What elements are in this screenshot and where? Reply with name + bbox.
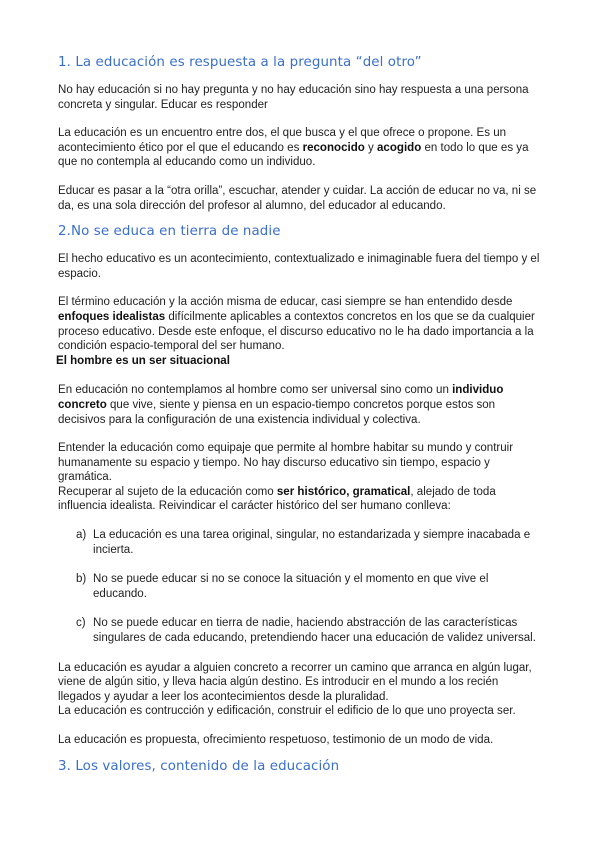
list-marker: a): [76, 529, 87, 542]
list-item-text: No se puede educar si no se conoce la situación y el momento en que vive el educando.: [93, 573, 489, 600]
text-run: y: [364, 141, 378, 154]
section-2-paragraph-1: El hecho educativo es un acontecimiento, contextualizado e inimaginable fuera del tiempo y el espacio.: [58, 253, 540, 280]
subheading-text: El hombre es un ser situacional: [56, 354, 230, 367]
section-2-paragraph-8: La educación es propuesta, ofrecimiento respetuoso, testimonio de un modo de vida.: [58, 734, 494, 746]
bold-term-individuo-concreto: individuo concreto: [58, 384, 504, 411]
list-item: [58, 616, 542, 645]
text-run: difícilmente aplicables a contextos concretos en los que se da cualquier proceso educativo. Desde este enfoque, el discurso educativo no le ha dado importancia a la condición espacio-temporal del ser humano.: [58, 310, 535, 353]
list-item-text: La educación es una tarea original, singular, no estandarizada y siempre inacabada e incierta.: [93, 529, 531, 556]
section-2-heading: 2.No se educa en tierra de nadie: [58, 224, 281, 240]
section-2-paragraph-5: [58, 485, 542, 514]
section-2-paragraph-4: Entender la educación como equipaje que permite al hombre habitar su mundo y contruir humanamente su espacio y tiempo. No hay discurso educativo sin tiempo, espacio y gramática.: [58, 442, 514, 484]
text-run: En educación no contemplamos al hombre como ser universal sino como un: [58, 384, 453, 397]
text-run: en todo lo que es ya que no contempla al educando como un individuo.: [58, 141, 529, 169]
text-run: Recuperar al sujeto de la educación como: [58, 485, 277, 498]
section-1-paragraph-2: [58, 126, 542, 170]
text-run: , alejado de toda influencia idealista. Reivindicar el carácter histórico del ser humano conlleva:: [58, 485, 496, 513]
consequences-list: [58, 528, 542, 646]
text-run: que vive, siente y piensa en un espacio-tiempo concretos porque estos son decisivos para la configuración de una existencia individual y colectiva.: [58, 398, 496, 426]
section-1-paragraph-3: Educar es pasar a la “otra orilla”, escuchar, atender y cuidar. La acción de educar no va, ni se da, es una sola dirección del profesor al alumno, del educador al educando.: [58, 184, 537, 212]
list-marker: c): [76, 617, 86, 630]
section-1-heading: 1. La educación es respuesta a la pregunta “del otro”: [58, 55, 422, 70]
section-2-paragraph-3: [58, 383, 542, 427]
section-2-paragraph-2: [58, 295, 542, 353]
bold-term-ser-historico: ser histórico, gramatical: [276, 485, 411, 498]
list-item-text: No se puede educar en tierra de nadie, haciendo abstracción de las características singulares de cada educando, pretendiendo hacer una educación de validez universal.: [93, 617, 536, 645]
list-marker: b): [76, 573, 87, 586]
bold-term-reconocido: reconocido: [302, 141, 365, 154]
bold-term-acogido: acogido: [377, 141, 422, 154]
text-run: La educación es un encuentro entre dos, el que busca y el que ofrece o propone. Es un acontecimiento ético por el que el educando es: [58, 127, 507, 154]
section-3-heading: 3. Los valores, contenido de la educación: [58, 758, 340, 774]
list-item: [58, 572, 542, 601]
text-run: El término educación y la acción misma de educar, casi siempre se han entendido desde: [58, 296, 513, 309]
section-2-paragraph-6: La educación es ayudar a alguien concreto a recorrer un camino que arranca en algún lugar, viene de algún sitio, y lleva hacia algún destino. Es introducir en el mundo a los recién llegados y ayudar a leer los acontecimientos desde la pluralidad.: [58, 661, 532, 703]
section-2-paragraph-7: La educación es contrucción y edificación, construir el edificio de lo que uno proyecta ser.: [58, 705, 516, 718]
section-2-subheading: [56, 354, 542, 369]
bold-term-enfoques-idealistas: enfoques idealistas: [58, 310, 166, 323]
section-1-paragraph-1: No hay educación si no hay pregunta y no hay educación sino hay respuesta a una persona concreta y singular. Educar es responder: [58, 84, 529, 111]
list-item: [58, 528, 542, 557]
